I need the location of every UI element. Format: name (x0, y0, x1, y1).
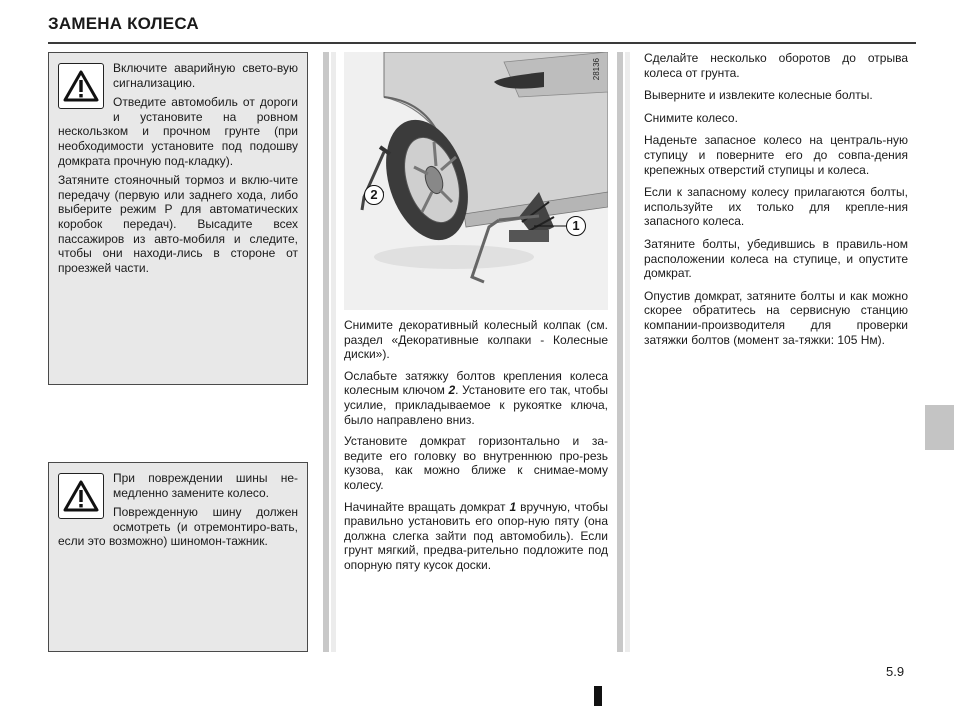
column-3-text (644, 51, 908, 355)
paragraph: Снимите колесо. (644, 110, 738, 125)
text-span: Начинайте вращать домкрат (344, 499, 510, 514)
paragraph (344, 369, 608, 427)
warning-box-safety (48, 52, 308, 385)
warning-paragraph: Отведите автомобиль от дороги и установите на ровном нескользком и прочном грунте (при необходимости установите под подошву домкрата прочную под-кладку). (58, 95, 298, 168)
text-span: вручную, чтобы правильно установить его опор-ную пяту (она должна слегка зайти под автомобиль). Если грунт мягкий, предва-рительно подложите под опорную пяту кусок доски. (344, 499, 608, 572)
paragraph (344, 500, 608, 573)
column-shade (625, 52, 630, 652)
callout-2: 2 (364, 185, 384, 205)
paragraph: Выверните и извлеките колесные болты. (644, 88, 873, 103)
column-shade (331, 52, 336, 652)
warning-paragraph: Поврежденную шину должен осмотреть (и отремонтиро-вать, если это возможно) шиномон-тажник. (58, 505, 298, 549)
footer-mark (594, 686, 602, 706)
reference-number: 2 (448, 383, 456, 398)
warning-paragraph: При повреждении шины не-медленно замените колесо. (113, 471, 298, 500)
paragraph: Опустив домкрат, затяните болты и как можно скорее обратитесь на сервисную станцию компании-производителя для проверки затяжки болтов (момент за-тяжки: 105 Нм). (644, 288, 908, 347)
jack-illustration (344, 52, 608, 310)
warning-paragraph: Включите аварийную свето-вую сигнализацию. (113, 61, 298, 90)
paragraph: Сделайте несколько оборотов до отрыва колеса от грунта. (644, 51, 908, 80)
warning-text (58, 61, 298, 280)
column-divider (323, 52, 329, 652)
text-span: . Установите его так, чтобы усилие, прикладываемое к рукоятке ключа, было направлено вниз. (344, 383, 608, 427)
page-title: ЗАМЕНА КОЛЕСА (48, 14, 199, 33)
paragraph: Затяните болты, убедившись в правиль-ном расположении колеса на ступице, и опустите домкрат. (644, 236, 908, 281)
paragraph: Если к запасному колесу прилагаются болты, используйте их только для крепле-ния запасного колеса. (644, 185, 908, 229)
figure-code: 28136 (592, 58, 601, 81)
paragraph: Наденьте запасное колесо на централь-ную ступицу и поверните его до совпа-дения крепежных отверстий ступицы и колеса. (644, 133, 908, 177)
column-2-text (344, 318, 608, 580)
warning-paragraph: Затяните стояночный тормоз и вклю-чите передачу (первую или заднего хода, либо выберите режим Р для автоматических коробок передач). Высадите всех пассажиров из авто-мобиля и следите, чтобы они находи-лись в стороне от проезжей части. (58, 173, 298, 275)
warning-text (58, 471, 298, 554)
text-span: Ослабьте затяжку болтов крепления колеса колесным ключом (344, 368, 608, 398)
section-tab (925, 405, 954, 450)
warning-box-tire (48, 462, 308, 652)
column-divider (617, 52, 623, 652)
page-number: 5.9 (886, 664, 905, 679)
title-rule (48, 42, 916, 44)
reference-number: 1 (509, 499, 517, 514)
paragraph: Установите домкрат горизонтально и за-ведите его головку во внутреннюю про-резь кузова, как можно ближе к снимае-мому колесу. (344, 434, 608, 492)
paragraph: Снимите декоративный колесный колпак (см. раздел «Декоративные колпаки - Колесные диски»). (344, 318, 608, 362)
callout-1: 1 (566, 216, 586, 236)
